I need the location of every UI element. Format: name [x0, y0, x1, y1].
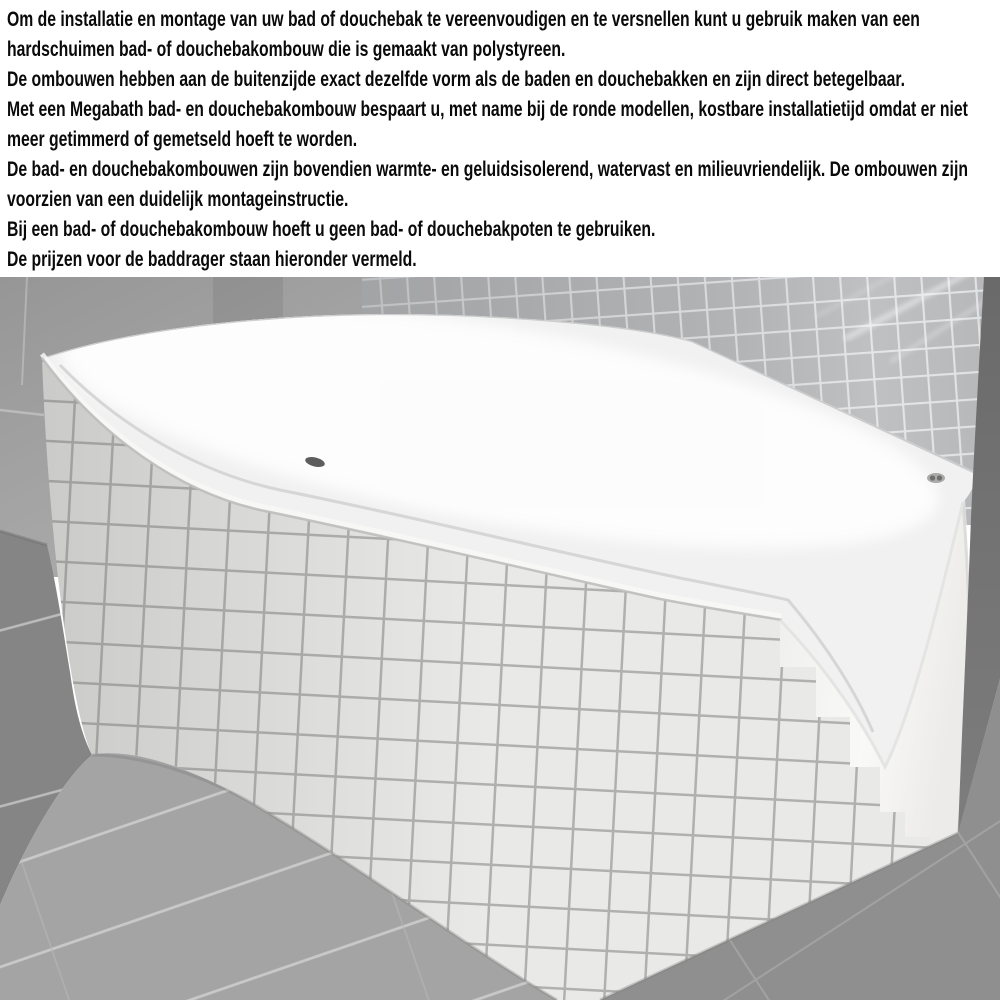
- paragraph-6: De prijzen voor de baddrager staan hieronder vermeld.: [7, 248, 417, 271]
- paragraph-3: Met een Megabath bad- en douchebakombouw bespaart u, met name bij de ronde modellen, kostbare installatietijd omdat er niet meer getimmerd of gemetseld hoeft te worden.: [7, 98, 968, 151]
- product-description: [7, 5, 1000, 275]
- paragraph-5: Bij een bad- of douchebakombouw hoeft u geen bad- of douchebakpoten te gebruiken.: [7, 218, 656, 241]
- rim-drain-hole: [927, 473, 945, 483]
- bathroom-photo-svg: [0, 277, 1000, 1000]
- product-photo: [0, 277, 1000, 1000]
- paragraph-4: De bad- en douchebakombouwen zijn bovendien warmte- en geluidsisolerend, watervast en milieuvriendelijk. De ombouwen zijn voorzien van een duidelijk montageinstructie.: [7, 158, 968, 211]
- paragraph-2: De ombouwen hebben aan de buitenzijde exact dezelfde vorm als de baden en douchebakken en zijn direct betegelbaar.: [7, 68, 905, 91]
- paragraph-1: Om de installatie en montage van uw bad of douchebak te vereenvoudigen en te versnellen kunt u gebruik maken van een hardschuimen bad- of douchebakombouw die is gemaakt van polystyreen.: [7, 8, 920, 61]
